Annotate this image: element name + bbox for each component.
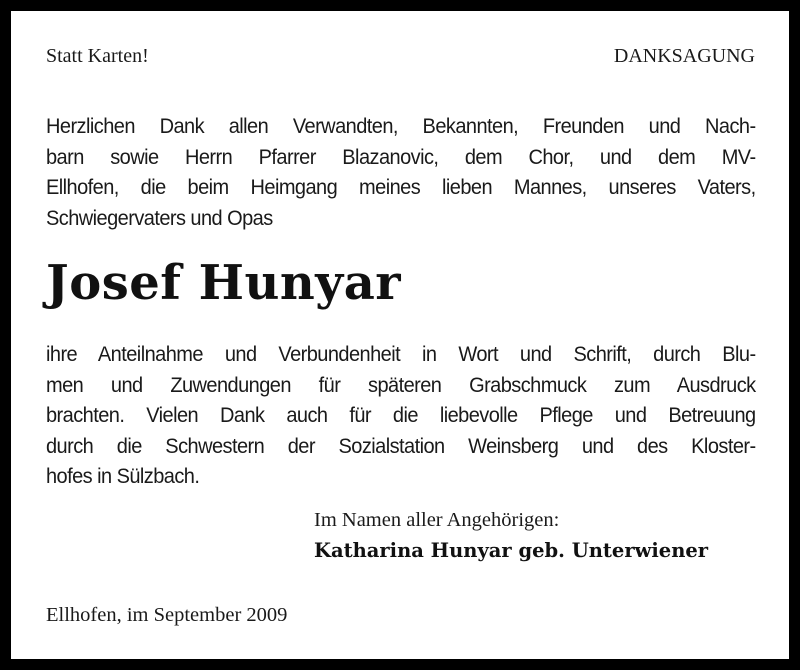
signature-name: Katharina Hunyar geb. Unterwiener [314,539,709,562]
place-date: Ellhofen, im September 2009 [46,604,288,626]
body-line: men und Zuwendungen für späteren Grabschmuck zum Ausdruck [46,372,756,397]
intro-paragraph [46,111,756,233]
intro-line: Herzlichen Dank allen Verwandten, Bekannten, Freunden und Nach- [46,114,756,138]
intro-line: Ellhofen, die beim Heimgang meines lieben Mannes, unseres Vaters, [46,175,756,199]
intro-line: Schwiegervaters und Opas [46,205,273,230]
body-paragraph [46,339,756,492]
body-line: hofes in Sülzbach. [46,464,200,488]
header-statt-karten: Statt Karten! [46,45,149,67]
signature-preface: Im Namen aller Angehörigen: [314,509,560,531]
deceased-name: Josef Hunyar [46,255,402,311]
body-line: durch die Schwestern der Sozialstation Weinsberg und des Kloster- [46,433,756,458]
intro-line: barn sowie Herrn Pfarrer Blazanovic, dem Chor, und dem MV- [46,144,756,169]
obituary-notice [11,11,789,659]
header-danksagung: DANKSAGUNG [613,45,755,67]
body-line: brachten. Vielen Dank auch für die liebevolle Pflege und Betreuung [46,403,756,427]
body-line: ihre Anteilnahme und Verbundenheit in Wort und Schrift, durch Blu- [46,342,756,366]
